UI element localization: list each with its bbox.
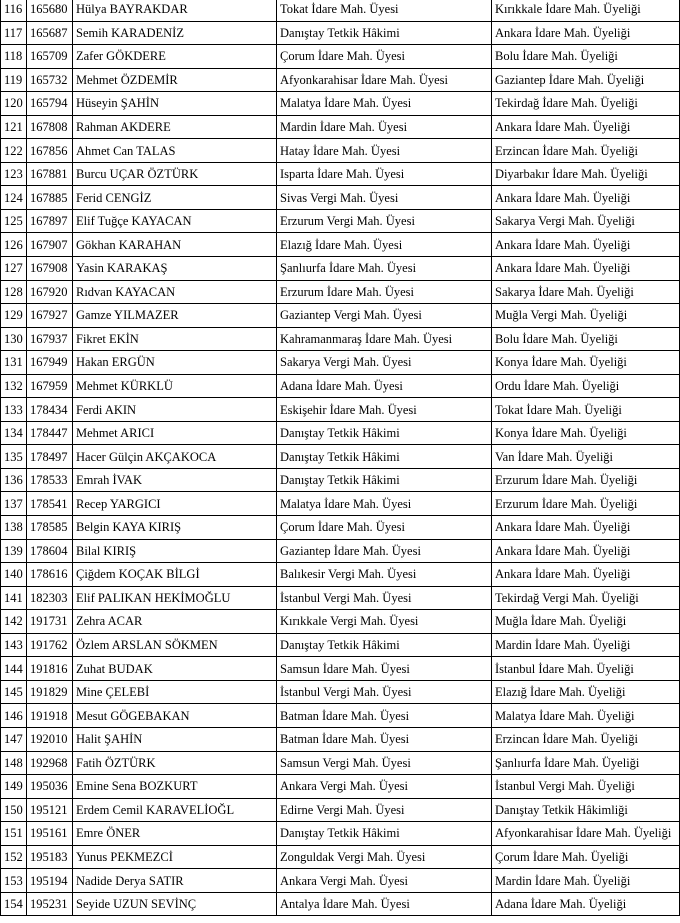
table-row	[1, 374, 680, 398]
row-number-cell: 126	[1, 233, 27, 257]
registry-number-cell: 165680	[27, 0, 73, 21]
full-name-cell: Fatih ÖZTÜRK	[73, 751, 277, 775]
row-number-cell: 117	[1, 21, 27, 45]
row-number-cell: 136	[1, 468, 27, 492]
registry-number-cell: 191816	[27, 657, 73, 681]
table-row	[1, 892, 680, 916]
row-number-cell: 154	[1, 892, 27, 916]
current-position-cell: Gaziantep İdare Mah. Üyesi	[277, 539, 492, 563]
registry-number-cell: 195036	[27, 775, 73, 799]
row-number-cell: 135	[1, 445, 27, 469]
full-name-cell: Mehmet ÖZDEMİR	[73, 68, 277, 92]
current-position-cell: Çorum İdare Mah. Üyesi	[277, 45, 492, 69]
row-number-cell: 120	[1, 92, 27, 116]
registry-number-cell: 191731	[27, 610, 73, 634]
registry-number-cell: 167959	[27, 374, 73, 398]
registry-number-cell: 167920	[27, 280, 73, 304]
table-row	[1, 0, 680, 21]
table-row	[1, 586, 680, 610]
current-position-cell: Kahramanmaraş İdare Mah. Üyesi	[277, 327, 492, 351]
new-position-cell: Muğla İdare Mah. Üyeliği	[492, 610, 680, 634]
full-name-cell: Semih KARADENİZ	[73, 21, 277, 45]
full-name-cell: Fikret EKİN	[73, 327, 277, 351]
row-number-cell: 124	[1, 186, 27, 210]
new-position-cell: Şanlıurfa İdare Mah. Üyeliği	[492, 751, 680, 775]
current-position-cell: Gaziantep Vergi Mah. Üyesi	[277, 304, 492, 328]
full-name-cell: Gamze YILMAZER	[73, 304, 277, 328]
row-number-cell: 153	[1, 869, 27, 893]
table-row	[1, 633, 680, 657]
new-position-cell: Ordu İdare Mah. Üyeliği	[492, 374, 680, 398]
new-position-cell: Muğla Vergi Mah. Üyeliği	[492, 304, 680, 328]
full-name-cell: Erdem Cemil KARAVELİOĞL	[73, 798, 277, 822]
registry-number-cell: 195161	[27, 822, 73, 846]
current-position-cell: Çorum İdare Mah. Üyesi	[277, 516, 492, 540]
table-row	[1, 680, 680, 704]
current-position-cell: Malatya İdare Mah. Üyesi	[277, 92, 492, 116]
full-name-cell: Mesut GÖGEBAKAN	[73, 704, 277, 728]
current-position-cell: Erzurum Vergi Mah. Üyesi	[277, 209, 492, 233]
row-number-cell: 134	[1, 421, 27, 445]
table-row	[1, 421, 680, 445]
table-row	[1, 280, 680, 304]
full-name-cell: Mehmet ARICI	[73, 421, 277, 445]
new-position-cell: Tekirdağ İdare Mah. Üyeliği	[492, 92, 680, 116]
full-name-cell: Rıdvan KAYACAN	[73, 280, 277, 304]
row-number-cell: 119	[1, 68, 27, 92]
table-row	[1, 539, 680, 563]
registry-number-cell: 165687	[27, 21, 73, 45]
current-position-cell: Batman İdare Mah. Üyesi	[277, 727, 492, 751]
new-position-cell: Erzincan İdare Mah. Üyeliği	[492, 139, 680, 163]
row-number-cell: 144	[1, 657, 27, 681]
table-row	[1, 798, 680, 822]
full-name-cell: Hakan ERGÜN	[73, 351, 277, 375]
current-position-cell: Tokat İdare Mah. Üyesi	[277, 0, 492, 21]
table-row	[1, 139, 680, 163]
row-number-cell: 151	[1, 822, 27, 846]
table-row	[1, 775, 680, 799]
current-position-cell: Batman İdare Mah. Üyesi	[277, 704, 492, 728]
current-position-cell: Afyonkarahisar İdare Mah. Üyesi	[277, 68, 492, 92]
full-name-cell: Gökhan KARAHAN	[73, 233, 277, 257]
new-position-cell: Mardin İdare Mah. Üyeliği	[492, 869, 680, 893]
registry-number-cell: 167856	[27, 139, 73, 163]
row-number-cell: 130	[1, 327, 27, 351]
current-position-cell: Ankara Vergi Mah. Üyesi	[277, 775, 492, 799]
table-row	[1, 845, 680, 869]
full-name-cell: Elif PALIKAN HEKİMOĞLU	[73, 586, 277, 610]
table-row	[1, 445, 680, 469]
full-name-cell: Hacer Gülçin AKÇAKOCA	[73, 445, 277, 469]
new-position-cell: Elazığ İdare Mah. Üyeliği	[492, 680, 680, 704]
table-row	[1, 162, 680, 186]
table-row	[1, 610, 680, 634]
new-position-cell: Sakarya İdare Mah. Üyeliği	[492, 280, 680, 304]
current-position-cell: Antalya İdare Mah. Üyesi	[277, 892, 492, 916]
row-number-cell: 150	[1, 798, 27, 822]
registry-number-cell: 191829	[27, 680, 73, 704]
row-number-cell: 131	[1, 351, 27, 375]
current-position-cell: Eskişehir İdare Mah. Üyesi	[277, 398, 492, 422]
table-row	[1, 115, 680, 139]
registry-number-cell: 167885	[27, 186, 73, 210]
current-position-cell: Şanlıurfa İdare Mah. Üyesi	[277, 257, 492, 281]
table-row	[1, 751, 680, 775]
registry-number-cell: 167881	[27, 162, 73, 186]
full-name-cell: Ferid CENGİZ	[73, 186, 277, 210]
new-position-cell: Van İdare Mah. Üyeliği	[492, 445, 680, 469]
new-position-cell: Sakarya Vergi Mah. Üyeliği	[492, 209, 680, 233]
registry-number-cell: 195121	[27, 798, 73, 822]
registry-number-cell: 182303	[27, 586, 73, 610]
registry-number-cell: 195183	[27, 845, 73, 869]
registry-number-cell: 167927	[27, 304, 73, 328]
row-number-cell: 123	[1, 162, 27, 186]
row-number-cell: 139	[1, 539, 27, 563]
table-row	[1, 327, 680, 351]
registry-number-cell: 178585	[27, 516, 73, 540]
row-number-cell: 146	[1, 704, 27, 728]
new-position-cell: Ankara İdare Mah. Üyeliği	[492, 21, 680, 45]
current-position-cell: Hatay İdare Mah. Üyesi	[277, 139, 492, 163]
table-row	[1, 45, 680, 69]
row-number-cell: 140	[1, 563, 27, 587]
current-position-cell: Balıkesir Vergi Mah. Üyesi	[277, 563, 492, 587]
row-number-cell: 141	[1, 586, 27, 610]
registry-number-cell: 192968	[27, 751, 73, 775]
registry-number-cell: 178447	[27, 421, 73, 445]
full-name-cell: Yasin KARAKAŞ	[73, 257, 277, 281]
full-name-cell: Emre ÖNER	[73, 822, 277, 846]
full-name-cell: Elif Tuğçe KAYACAN	[73, 209, 277, 233]
registry-number-cell: 167937	[27, 327, 73, 351]
current-position-cell: Malatya İdare Mah. Üyesi	[277, 492, 492, 516]
table-row	[1, 468, 680, 492]
full-name-cell: Bilal KIRIŞ	[73, 539, 277, 563]
registry-number-cell: 178434	[27, 398, 73, 422]
registry-number-cell: 178604	[27, 539, 73, 563]
current-position-cell: Sakarya Vergi Mah. Üyesi	[277, 351, 492, 375]
new-position-cell: Adana İdare Mah. Üyeliği	[492, 892, 680, 916]
current-position-cell: Isparta İdare Mah. Üyesi	[277, 162, 492, 186]
table-row	[1, 21, 680, 45]
new-position-cell: Gaziantep İdare Mah. Üyeliği	[492, 68, 680, 92]
new-position-cell: Erzurum İdare Mah. Üyeliği	[492, 468, 680, 492]
current-position-cell: Danıştay Tetkik Hâkimi	[277, 468, 492, 492]
new-position-cell: Malatya İdare Mah. Üyeliği	[492, 704, 680, 728]
current-position-cell: Adana İdare Mah. Üyesi	[277, 374, 492, 398]
full-name-cell: Çiğdem KOÇAK BİLGİ	[73, 563, 277, 587]
row-number-cell: 121	[1, 115, 27, 139]
row-number-cell: 149	[1, 775, 27, 799]
new-position-cell: Bolu İdare Mah. Üyeliği	[492, 45, 680, 69]
table-row	[1, 233, 680, 257]
current-position-cell: Mardin İdare Mah. Üyesi	[277, 115, 492, 139]
full-name-cell: Emine Sena BOZKURT	[73, 775, 277, 799]
row-number-cell: 138	[1, 516, 27, 540]
row-number-cell: 116	[1, 0, 27, 21]
registry-number-cell: 192010	[27, 727, 73, 751]
current-position-cell: Edirne Vergi Mah. Üyesi	[277, 798, 492, 822]
row-number-cell: 145	[1, 680, 27, 704]
full-name-cell: Mehmet KÜRKLÜ	[73, 374, 277, 398]
full-name-cell: Recep YARGICI	[73, 492, 277, 516]
current-position-cell: Danıştay Tetkik Hâkimi	[277, 822, 492, 846]
full-name-cell: Belgin KAYA KIRIŞ	[73, 516, 277, 540]
registry-number-cell: 165709	[27, 45, 73, 69]
registry-number-cell: 195231	[27, 892, 73, 916]
new-position-cell: Erzurum İdare Mah. Üyeliği	[492, 492, 680, 516]
registry-number-cell: 178616	[27, 563, 73, 587]
registry-number-cell: 178541	[27, 492, 73, 516]
current-position-cell: Ankara Vergi Mah. Üyesi	[277, 869, 492, 893]
new-position-cell: Konya İdare Mah. Üyeliği	[492, 351, 680, 375]
current-position-cell: Danıştay Tetkik Hâkimi	[277, 445, 492, 469]
table-row	[1, 209, 680, 233]
registry-number-cell: 191918	[27, 704, 73, 728]
registry-number-cell: 167907	[27, 233, 73, 257]
current-position-cell: İstanbul Vergi Mah. Üyesi	[277, 680, 492, 704]
full-name-cell: Seyide UZUN SEVİNÇ	[73, 892, 277, 916]
current-position-cell: Samsun Vergi Mah. Üyesi	[277, 751, 492, 775]
row-number-cell: 118	[1, 45, 27, 69]
registry-number-cell: 195194	[27, 869, 73, 893]
new-position-cell: İstanbul Vergi Mah. Üyeliği	[492, 775, 680, 799]
registry-number-cell: 167897	[27, 209, 73, 233]
row-number-cell: 148	[1, 751, 27, 775]
row-number-cell: 133	[1, 398, 27, 422]
table-row	[1, 257, 680, 281]
full-name-cell: Ahmet Can TALAS	[73, 139, 277, 163]
new-position-cell: Ankara İdare Mah. Üyeliği	[492, 516, 680, 540]
new-position-cell: Afyonkarahisar İdare Mah. Üyeliği	[492, 822, 680, 846]
registry-number-cell: 167808	[27, 115, 73, 139]
full-name-cell: Hülya BAYRAKDAR	[73, 0, 277, 21]
table-row	[1, 657, 680, 681]
row-number-cell: 125	[1, 209, 27, 233]
row-number-cell: 137	[1, 492, 27, 516]
row-number-cell: 122	[1, 139, 27, 163]
row-number-cell: 147	[1, 727, 27, 751]
new-position-cell: Tokat İdare Mah. Üyeliği	[492, 398, 680, 422]
new-position-cell: Konya İdare Mah. Üyeliği	[492, 421, 680, 445]
new-position-cell: Çorum İdare Mah. Üyeliği	[492, 845, 680, 869]
new-position-cell: Diyarbakır İdare Mah. Üyeliği	[492, 162, 680, 186]
current-position-cell: Erzurum İdare Mah. Üyesi	[277, 280, 492, 304]
row-number-cell: 142	[1, 610, 27, 634]
row-number-cell: 143	[1, 633, 27, 657]
current-position-cell: Kırıkkale Vergi Mah. Üyesi	[277, 610, 492, 634]
full-name-cell: Zuhat BUDAK	[73, 657, 277, 681]
registry-number-cell: 167949	[27, 351, 73, 375]
full-name-cell: Rahman AKDERE	[73, 115, 277, 139]
full-name-cell: Ferdi AKIN	[73, 398, 277, 422]
new-position-cell: Kırıkkale İdare Mah. Üyeliği	[492, 0, 680, 21]
current-position-cell: Elazığ İdare Mah. Üyesi	[277, 233, 492, 257]
full-name-cell: Özlem ARSLAN SÖKMEN	[73, 633, 277, 657]
table-body	[1, 0, 680, 916]
row-number-cell: 129	[1, 304, 27, 328]
table-row	[1, 304, 680, 328]
current-position-cell: Zonguldak Vergi Mah. Üyesi	[277, 845, 492, 869]
new-position-cell: Ankara İdare Mah. Üyeliği	[492, 257, 680, 281]
new-position-cell: Danıştay Tetkik Hâkimliği	[492, 798, 680, 822]
current-position-cell: Sivas Vergi Mah. Üyesi	[277, 186, 492, 210]
full-name-cell: Zafer GÖKDERE	[73, 45, 277, 69]
full-name-cell: Halit ŞAHİN	[73, 727, 277, 751]
new-position-cell: İstanbul İdare Mah. Üyeliği	[492, 657, 680, 681]
table-row	[1, 92, 680, 116]
new-position-cell: Ankara İdare Mah. Üyeliği	[492, 539, 680, 563]
table-row	[1, 727, 680, 751]
table-row	[1, 398, 680, 422]
current-position-cell: Danıştay Tetkik Hâkimi	[277, 421, 492, 445]
current-position-cell: Danıştay Tetkik Hâkimi	[277, 633, 492, 657]
table-row	[1, 186, 680, 210]
registry-number-cell: 165732	[27, 68, 73, 92]
row-number-cell: 128	[1, 280, 27, 304]
full-name-cell: Yunus PEKMEZCİ	[73, 845, 277, 869]
new-position-cell: Tekirdağ Vergi Mah. Üyeliği	[492, 586, 680, 610]
new-position-cell: Ankara İdare Mah. Üyeliği	[492, 563, 680, 587]
full-name-cell: Mine ÇELEBİ	[73, 680, 277, 704]
table-row	[1, 704, 680, 728]
row-number-cell: 132	[1, 374, 27, 398]
registry-number-cell: 191762	[27, 633, 73, 657]
new-position-cell: Bolu İdare Mah. Üyeliği	[492, 327, 680, 351]
new-position-cell: Ankara İdare Mah. Üyeliği	[492, 233, 680, 257]
current-position-cell: Samsun İdare Mah. Üyesi	[277, 657, 492, 681]
table-row	[1, 351, 680, 375]
row-number-cell: 127	[1, 257, 27, 281]
new-position-cell: Ankara İdare Mah. Üyeliği	[492, 186, 680, 210]
table-row	[1, 869, 680, 893]
current-position-cell: Danıştay Tetkik Hâkimi	[277, 21, 492, 45]
new-position-cell: Mardin İdare Mah. Üyeliği	[492, 633, 680, 657]
current-position-cell: İstanbul Vergi Mah. Üyesi	[277, 586, 492, 610]
table-row	[1, 68, 680, 92]
full-name-cell: Nadide Derya SATIR	[73, 869, 277, 893]
table-row	[1, 822, 680, 846]
registry-number-cell: 178497	[27, 445, 73, 469]
table-row	[1, 492, 680, 516]
table-row	[1, 516, 680, 540]
full-name-cell: Emrah İVAK	[73, 468, 277, 492]
row-number-cell: 152	[1, 845, 27, 869]
registry-number-cell: 167908	[27, 257, 73, 281]
new-position-cell: Erzincan İdare Mah. Üyeliği	[492, 727, 680, 751]
full-name-cell: Zehra ACAR	[73, 610, 277, 634]
new-position-cell: Ankara İdare Mah. Üyeliği	[492, 115, 680, 139]
table-row	[1, 563, 680, 587]
registry-number-cell: 165794	[27, 92, 73, 116]
full-name-cell: Burcu UÇAR ÖZTÜRK	[73, 162, 277, 186]
full-name-cell: Hüseyin ŞAHİN	[73, 92, 277, 116]
registry-number-cell: 178533	[27, 468, 73, 492]
